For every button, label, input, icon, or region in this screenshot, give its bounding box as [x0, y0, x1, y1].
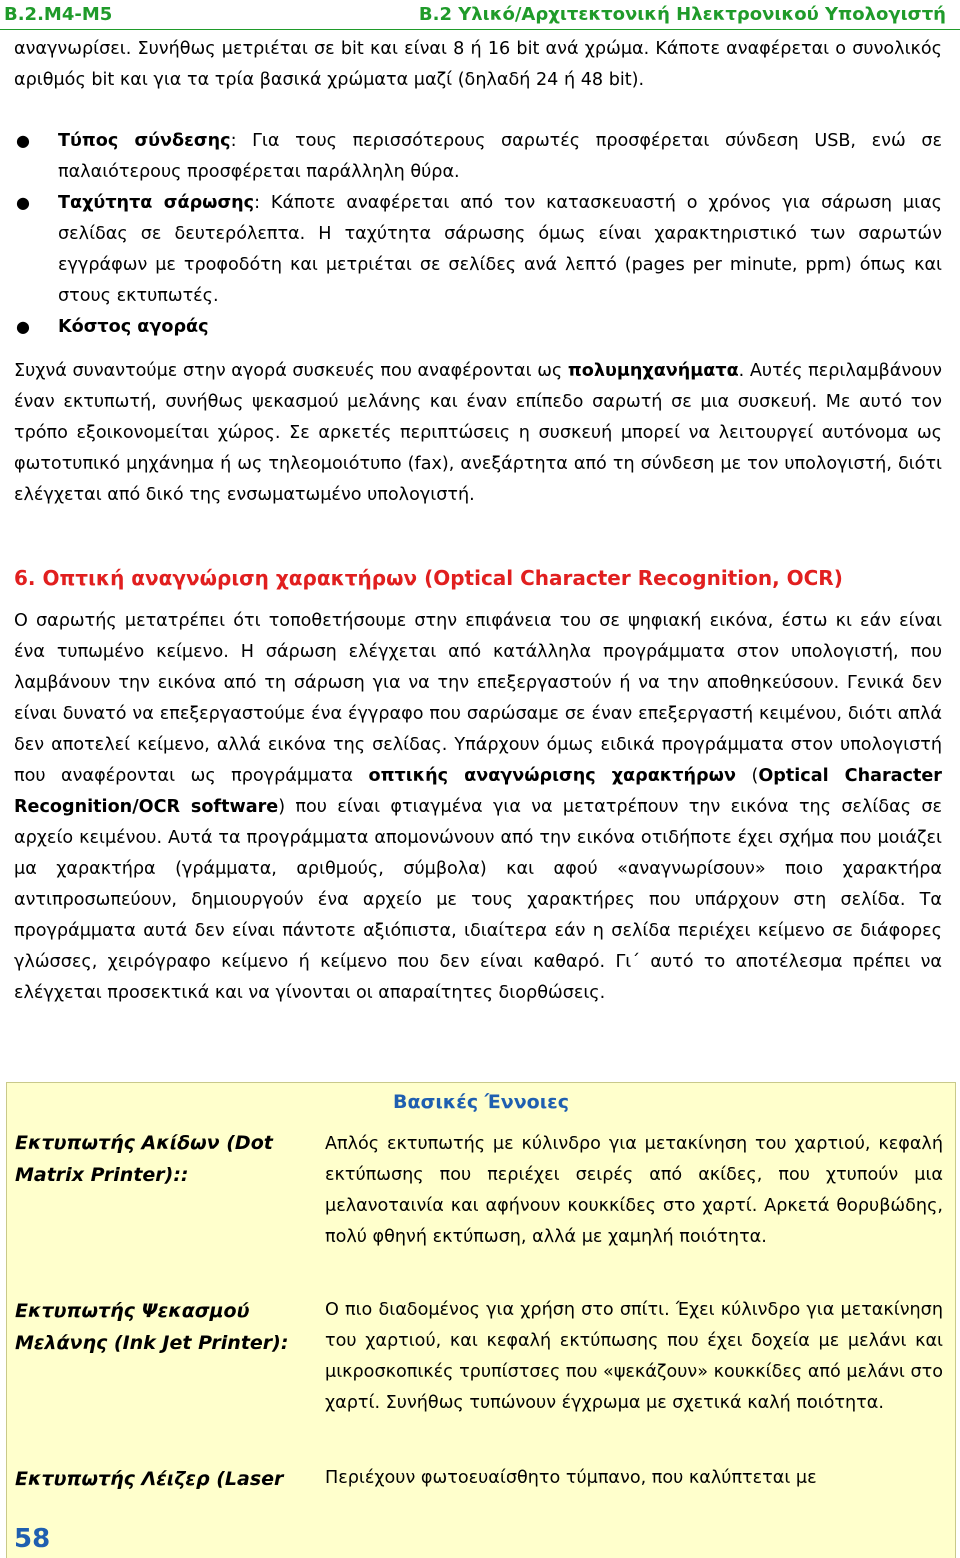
concept-description: Περιέχουν φωτοευαίσθητο τύμπανο, που καλύπτεται με — [325, 1468, 817, 1488]
bullet-item-cost — [58, 312, 942, 343]
concept-description: Απλός εκτυπωτής με κύλινδρο για μετακίνηση του χαρτιού, κεφαλή εκτύπωσης που περιέχει σειρές από ακίδες, που χτυπούν μια μελανοταινία και αφήνουν κουκκίδες στο χαρτί. Αρκετά θορυβώδης, πολύ φθηνή εκτύπωση, αλλά με χαμηλή ποιότητα. — [325, 1134, 943, 1247]
bullet-icon: ● — [16, 317, 30, 336]
bullet-text: : Για τους περισσότερους σαρωτές προσφέρεται σύνδεση USB, ενώ σε παλαιότερους προσφέρεται παράλληλη θύρα. — [58, 131, 942, 182]
paragraph-text: . Αυτές περιλαμβάνουν έναν εκτυπωτή, συνήθως ψεκασμού μελάνης και έναν επίπεδο σαρωτή σε μια συσκευή. Με αυτό τον τρόπο εξοικονομείται χώρος. Σε αρκετές περιπτώσεις η συσκευή μπορεί να λειτουργεί αυτόνομα ως φωτοτυπικό μηχάνημα ή ως τηλεομοιότυπο (fax), ανεξάρτητα από τη σύνδεση με τον υπολογιστή, διότι ελέγχεται από δικό της ενσωματωμένο υπολογιστή. — [14, 361, 942, 505]
concept-term: Εκτυπωτής Ακίδων (Dot Matrix Printer):: — [15, 1132, 273, 1186]
paragraph-text: Συχνά συναντούμε στην αγορά συσκευές που αναφέρονται ως — [14, 361, 568, 381]
header-title: Β.2 Υλικό/Αρχιτεκτονική Ηλεκτρονικού Υπολογιστή — [418, 4, 946, 25]
bullet-term: Ταχύτητα σάρωσης — [58, 193, 255, 213]
bullet-icon: ● — [16, 131, 30, 150]
multifunction-paragraph — [14, 356, 942, 511]
emphasis-term: οπτικής αναγνώρισης χαρακτήρων — [368, 766, 736, 786]
bullet-text: : Κάποτε αναφέρεται από τον κατασκευαστή ο χρόνος για σάρωση μιας σελίδας σε δευτερόλεπτα. Η ταχύτητα σάρωσης όμως είναι χαρακτηριστικό των σαρωτών εγγράφων με τροφοδότη και μετριέται σε σελίδες ανά λεπτό (pages per minute, ppm) όπως και στους εκτυπωτές. — [58, 193, 942, 306]
ocr-paragraph — [14, 606, 942, 1009]
bullet-item-connection — [58, 126, 942, 188]
emphasis-term: πολυμηχανήματα — [567, 361, 739, 381]
basic-concepts-box — [6, 1082, 956, 1558]
intro-paragraph: αναγνωρίσει. Συνήθως μετριέται σε bit και είναι 8 ή 16 bit ανά χρώμα. Κάποτε αναφέρεται ο συνολικός αριθμός bit και για τα τρία βασικά χρώματα μαζί (δηλαδή 24 ή 48 bit). — [14, 39, 942, 90]
bullet-term: Κόστος αγοράς — [58, 317, 209, 337]
concept-description: Ο πιο διαδομένος για χρήση στο σπίτι. Έχει κύλινδρο για μετακίνηση του χαρτιού, και κεφαλή εκτύπωσης που έχει δοχεία με μελάνι και μικροσκοπικές τρυπίστσες που «ψεκάζουν» κουκκίδες από μελάνι στο χαρτί. Συνήθως τυπώνουν έγχρωμα με σχετικά καλή ποιότητα. — [325, 1300, 943, 1413]
concepts-title: Βασικές Έννοιες — [393, 1091, 569, 1113]
concept-term: Εκτυπωτής Λέιζερ (Laser — [15, 1468, 284, 1490]
bullet-term: Τύπος σύνδεσης — [58, 131, 231, 151]
bullet-icon: ● — [16, 193, 30, 212]
paragraph-text: ) που είναι φτιαγμένα για να μετατρέπουν την εικόνα της σελίδας σε αρχείο κειμένου. Αυτά τα προγράμματα απομονώνουν από την εικόνα οτιδήποτε έχει σχήμα που μοιάζει μα χαρακτήρα (γράμματα, αριθμούς, σύμβολα) και αφού «αναγνωρίσουν» ποιο χαρακτήρα αντιπροσωπεύουν, δημιουργούν ένα αρχείο με τους χαρακτήρες που υπάρχουν στη σελίδα. Τα προγράμματα αυτά δεν είναι πάντοτε αξιόπιστα, ιδιαίτερα εάν η σελίδα περιέχει κείμενο σε διάφορες γλώσσες, χειρόγραφο κείμενο ή κείμενο που δεν είναι καθαρό. Γι΄ αυτό το αποτέλεσμα πρέπει να ελέγχεται προσεκτικά και να γίνονται οι απαραίτητες διορθώσεις. — [14, 797, 942, 1003]
header-divider — [0, 29, 960, 30]
paragraph-text: ( — [735, 766, 759, 786]
bullet-item-speed — [58, 188, 942, 312]
page-number: 58 — [14, 1524, 51, 1554]
concept-term: Εκτυπωτής Ψεκασμού Μελάνης (Ink Jet Printer): — [15, 1300, 289, 1354]
paragraph-text: Ο σαρωτής μετατρέπει ότι τοποθετήσουμε στην επιφάνεια του σε ψηφιακή εικόνα, έστω κι εάν είναι ένα τυπωμένο κείμενο. Η σάρωση ελέγχεται από κατάλληλα προγράμματα στον υπολογιστή, που λαμβάνουν την εικόνα από τη σάρωση για να την επεξεργαστούν ή να την αποθηκεύσουν. Γενικά δεν είναι δυνατό να επεξεργαστούμε ένα έγγραφο που σαρώσαμε σε έναν επεξεργαστή κειμένου, διότι απλά δεν αποτελεί κείμενο, αλλά εικόνα της σελίδας. Υπάρχουν όμως ειδικά προγράμματα στον υπολογιστή που αναφέρονται ως προγράμματα — [14, 611, 942, 786]
page-header — [0, 0, 960, 34]
emphasis-term: Optical Character Recognition/OCR software — [14, 766, 942, 817]
header-code: Β.2.Μ4-Μ5 — [4, 4, 113, 25]
section-title: 6. Οπτική αναγνώριση χαρακτήρων (Optical Character Recognition, OCR) — [14, 566, 843, 590]
